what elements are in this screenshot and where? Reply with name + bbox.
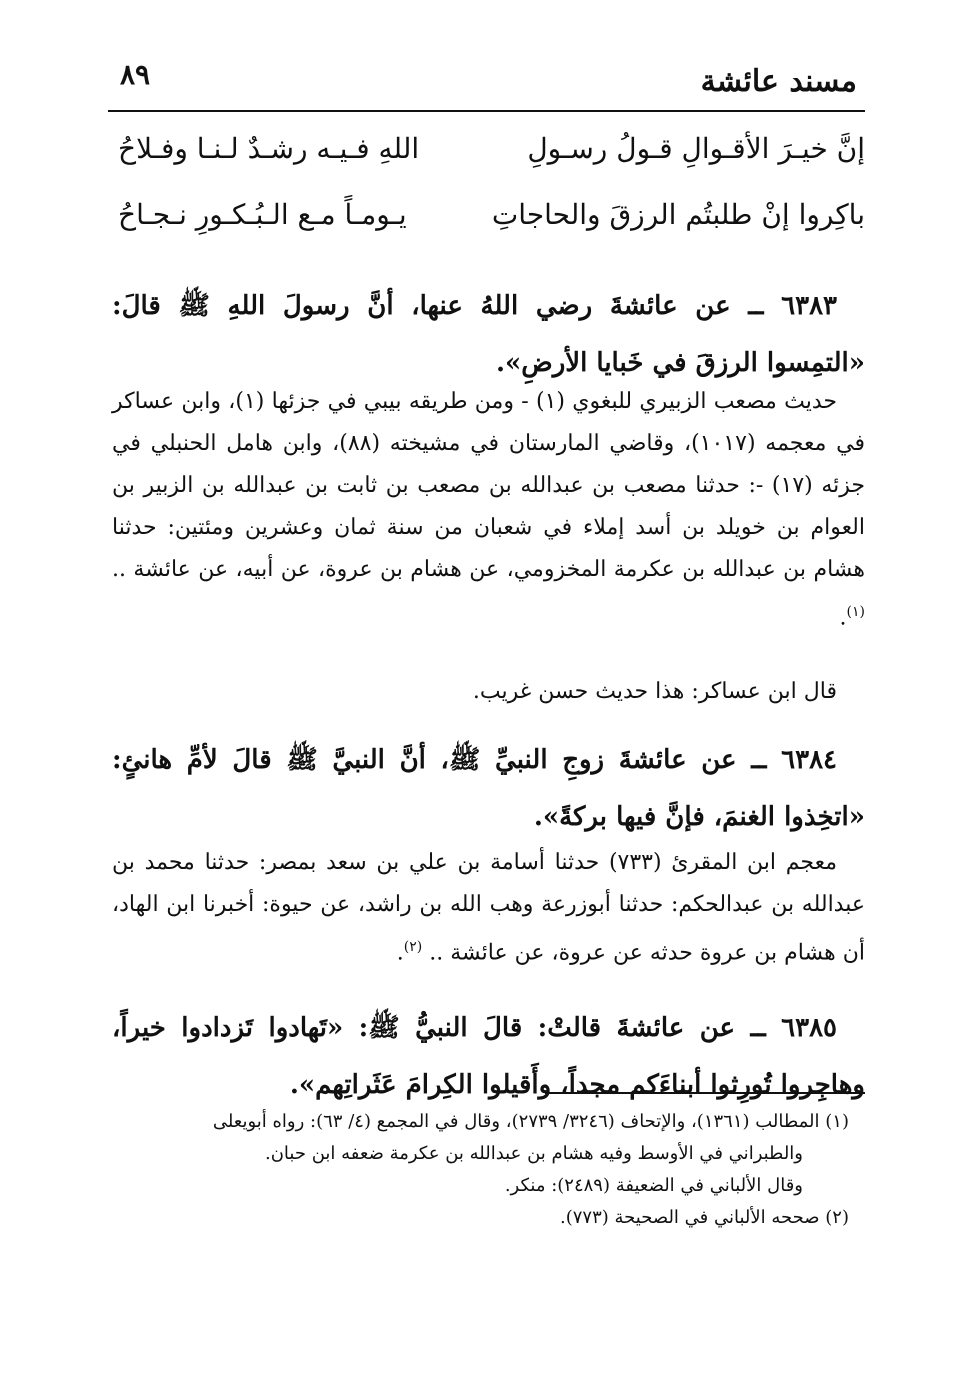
source-text: حديث مصعب الزبيري للبغوي (١) - ومن طريقه بيبي في جزئها (١)، وابن عساكر في معجمه (١٠١٧)، وقاضي المارستان في مشيخته (٨٨)، وابن هامل الحنبلي في جزئه (١٧) -: حدثنا مصعب بن عبدالله بن مصعب بن ثابت بن عبدالله بن الزبير بن العوام بن خويلد بن أسد إملاء في شعبان من سنة ثمان وعشرين ومئتين: حدثنا هشام بن عبدالله بن عكرمة المخزومي، عن هشام بن عروة، عن أبيه، عن عائشة ..	[112, 389, 865, 582]
hadith-6383-comment: قال ابن عساكر: هذا حديث حسن غريب.	[472, 679, 837, 704]
poem-verse	[118, 132, 865, 176]
poem-verse	[118, 198, 865, 242]
footnote-1-continued: وقال الألباني في الضعيفة (٢٤٨٩): منكر.	[504, 1175, 803, 1196]
page-number: ٨٩	[120, 58, 151, 91]
verse-first-hemistich: إنَّ خيـرَ الأقـوالِ قـولُ رسـولِ	[527, 132, 865, 165]
hadith-6384-source: معجم ابن المقرئ (٧٣٣) حدثنا أسامة بن علي بن سعد بمصر: حدثنا محمد بن عبدالله بن عبدالحكم: حدثنا أبوزرعة وهب الله بن راشد، عن حيوة: أخبرنا ابن الهاد، أن هشام بن عروة حدثه عن عروة، عن عائشة .. $^{(٢)}$.	[112, 850, 865, 966]
hadith-6383-text: ٦٣٨٣ ــ عن عائشةَ رضي اللهُ عنها، أنَّ رسولَ اللهِ ﷺ قالَ: «التمِسوا الرزقَ في خَبايا الأرضِ».	[112, 291, 865, 378]
hadith-6383-source: حديث مصعب الزبيري للبغوي (١) - ومن طريقه بيبي في جزئها (١)، وابن عساكر في معجمه (١٠١٧)، وقاضي المارستان في مشيخته (٨٨)، وابن هامل الحنبلي في جزئه (١٧) -: حدثنا مصعب بن عبدالله بن مصعب بن ثابت بن عبدالله بن الزبير بن العوام بن خويلد بن أسد إملاء في شعبان من سنة ثمان وعشرين ومئتين: حدثنا هشام بن عبدالله بن عكرمة المخزومي، عن هشام بن عروة، عن أبيه، عن عائشة .. $^{(١)}$.	[112, 389, 865, 631]
source-text: معجم ابن المقرئ (٧٣٣) حدثنا أسامة بن علي بن سعد بمصر: حدثنا محمد بن عبدالله بن عبدالحكم: حدثنا أبوزرعة وهب الله بن راشد، عن حيوة: أخبرنا ابن الهاد، أن هشام بن عروة حدثه عن عروة، عن عائشة ..	[112, 850, 865, 966]
verse-first-hemistich: باكِروا إنْ طلبتُم الرزقَ والحاجاتِ	[491, 198, 865, 231]
footnote-ref: (٢)	[403, 939, 423, 955]
footnote-ref: (١)	[846, 604, 865, 620]
hadith-6385-text: ٦٣٨٥ ــ عن عائشةَ قالتْ: قالَ النبيُّ ﷺ: «تَهادوا تَزدادوا خيراً، وهاجِروا تُورِثوا أبناءَكم مجداً، وأَقيلوا الكِرامَ عَثَراتِهم».	[112, 1013, 865, 1100]
footnote-2: (٢) صححه الألباني في الصحيحة (٧٧٣).	[560, 1207, 849, 1228]
verse-second-hemistich: يـومـاً مـع الـبُـكـورِ نـجـاحُ	[118, 198, 407, 231]
running-title: مسند عائشة	[700, 64, 857, 99]
footnotes	[108, 1106, 849, 1234]
hadith-6384-text: ٦٣٨٤ ــ عن عائشةَ زوجِ النبيِّ ﷺ، أنَّ النبيَّ ﷺ قالَ لأمِّ هانئٍ: «اتخِذوا الغنمَ، فإنَّ فيها بركةً».	[112, 745, 865, 832]
footnote-1-continued: والطبراني في الأوسط وفيه هشام بن عبدالله بن عكرمة ضعفه ابن حبان.	[264, 1143, 803, 1164]
footnote-1: (١) المطالب (١٣٦١)، والإتحاف (٣٢٤٦/ ٢٧٣٩)، وقال في المجمع (٤/ ٦٣): رواه أبويعلى	[212, 1111, 849, 1132]
footnote-rule	[545, 1092, 865, 1094]
header-rule	[108, 110, 865, 112]
verse-second-hemistich: اللهِ فـيـه رشـدٌ لـنـا وفـلاحُ	[118, 132, 420, 165]
